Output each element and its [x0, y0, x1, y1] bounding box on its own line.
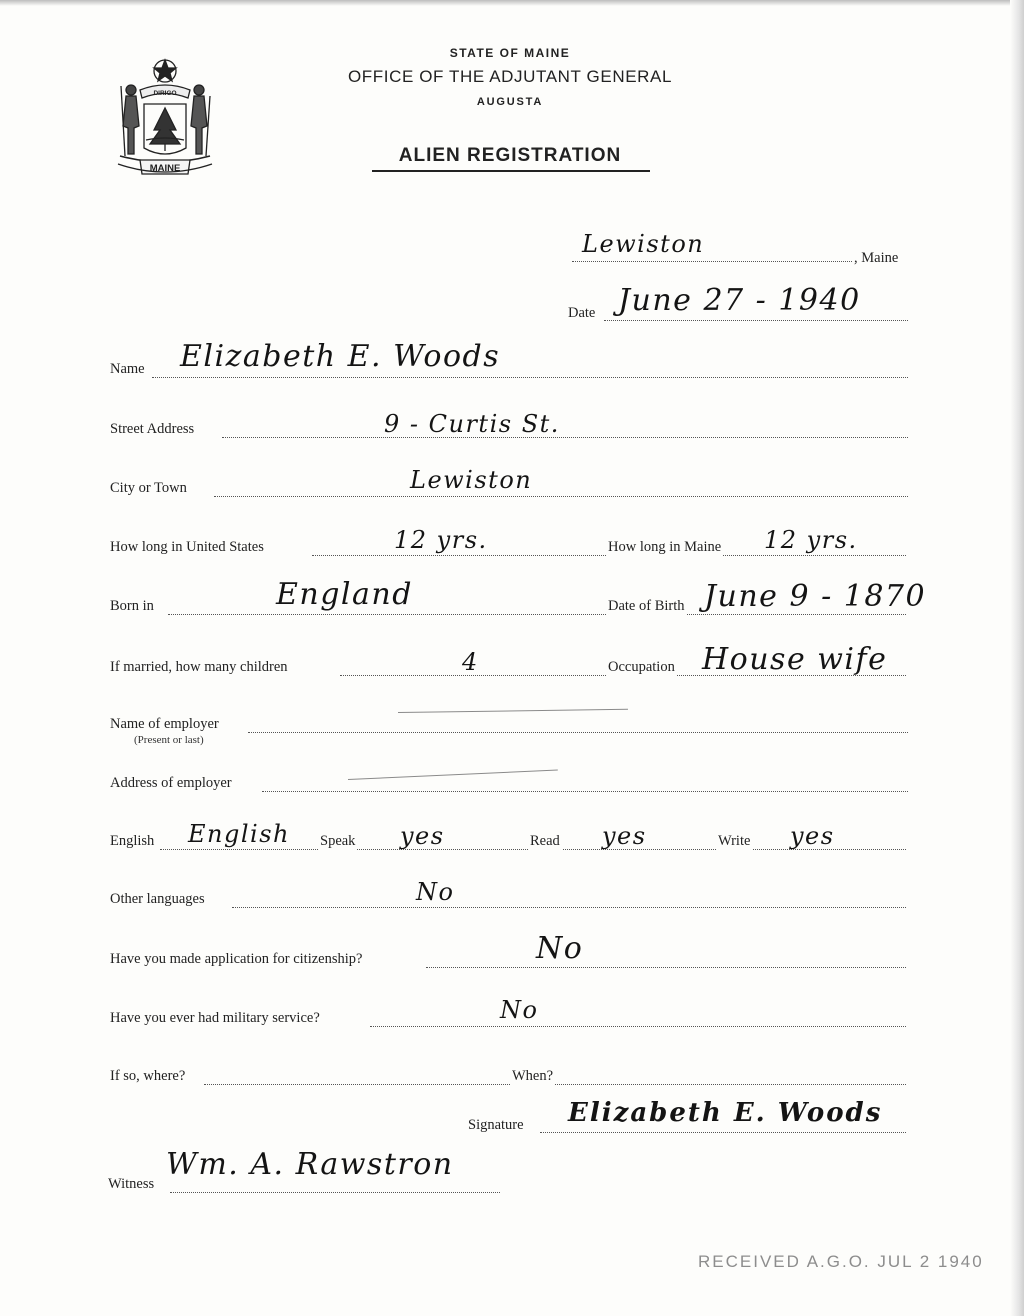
military-value: No	[500, 996, 539, 1024]
city-line	[214, 496, 908, 497]
born-line	[168, 614, 906, 615]
born-in-value: England	[276, 577, 413, 612]
header-state: STATE OF MAINE	[449, 46, 571, 60]
seal-banner-text: DIRIGO	[153, 90, 177, 97]
employer-name-blank-dash	[398, 709, 628, 713]
title-underline	[372, 170, 650, 172]
signature-line	[540, 1132, 906, 1133]
date-label: Date	[568, 305, 596, 321]
how-long-maine-label: How long in Maine	[608, 539, 722, 555]
state-of-maine-seal	[112, 56, 218, 184]
city-value: Lewiston	[410, 466, 533, 494]
employer-address-blank-dash	[348, 769, 558, 780]
when-label: When?	[512, 1068, 554, 1084]
witness-label: Witness	[108, 1176, 155, 1192]
scan-edge-right	[1010, 0, 1024, 1316]
name-line	[152, 377, 908, 378]
english-value: English	[188, 820, 290, 848]
date-of-birth-label: Date of Birth	[608, 598, 685, 614]
witness-value: Wm. A. Rawstron	[166, 1147, 454, 1182]
name-value: Elizabeth E. Woods	[180, 339, 501, 374]
how-long-us-value: 12 yrs.	[394, 526, 488, 554]
header-city: AUGUSTA	[476, 96, 544, 108]
date-line	[604, 320, 908, 321]
scan-edge-top	[0, 0, 1024, 6]
seal-name-text: MAINE	[149, 163, 181, 174]
witness-line	[170, 1192, 500, 1193]
born-in-label: Born in	[110, 598, 154, 614]
if-so-where-label: If so, where?	[110, 1068, 186, 1084]
citizenship-line	[426, 967, 906, 968]
header-office: OFFICE OF THE ADJUTANT GENERAL	[347, 67, 673, 86]
speak-value: yes	[400, 822, 445, 850]
street-address-value: 9 - Curtis St.	[384, 410, 560, 438]
other-languages-label: Other languages	[110, 891, 205, 907]
write-value: yes	[790, 822, 835, 850]
name-label: Name	[110, 361, 145, 377]
how-long-maine-value: 12 yrs.	[764, 526, 858, 554]
place-suffix: , Maine	[854, 250, 899, 266]
citizenship-value: No	[536, 931, 584, 966]
employer-name-label: Name of employer	[110, 716, 219, 732]
city-label: City or Town	[110, 480, 187, 496]
english-label: English	[110, 833, 155, 849]
children-value: 4	[462, 648, 479, 676]
signature-value: Elizabeth E. Woods	[568, 1098, 883, 1128]
employer-name-sublabel: (Present or last)	[134, 734, 204, 746]
military-label: Have you ever had military service?	[110, 1010, 320, 1026]
employer-address-label: Address of employer	[110, 775, 232, 791]
children-label: If married, how many children	[110, 659, 288, 675]
read-label: Read	[530, 833, 560, 849]
employer-address-line	[262, 791, 908, 792]
place-value: Lewiston	[582, 230, 705, 258]
signature-label: Signature	[468, 1117, 524, 1133]
other-languages-value: No	[416, 878, 455, 906]
street-address-label: Street Address	[110, 421, 195, 437]
read-value: yes	[602, 822, 647, 850]
received-stamp: RECEIVED A.G.O. JUL 2 1940	[698, 1252, 984, 1271]
form-title: ALIEN REGISTRATION	[398, 145, 622, 166]
how-long-us-label: How long in United States	[110, 539, 264, 555]
citizenship-label: Have you made application for citizenship?	[110, 951, 363, 967]
place-line	[572, 261, 852, 262]
occupation-label: Occupation	[608, 659, 675, 675]
other-languages-line	[232, 907, 906, 908]
employer-name-line	[248, 732, 908, 733]
write-label: Write	[718, 833, 751, 849]
date-of-birth-value: June 9 - 1870	[704, 579, 927, 614]
street-address-line	[222, 437, 908, 438]
occupation-value: House wife	[702, 642, 888, 677]
military-line	[370, 1026, 906, 1027]
date-value: June 27 - 1940	[618, 283, 861, 318]
speak-label: Speak	[320, 833, 356, 849]
